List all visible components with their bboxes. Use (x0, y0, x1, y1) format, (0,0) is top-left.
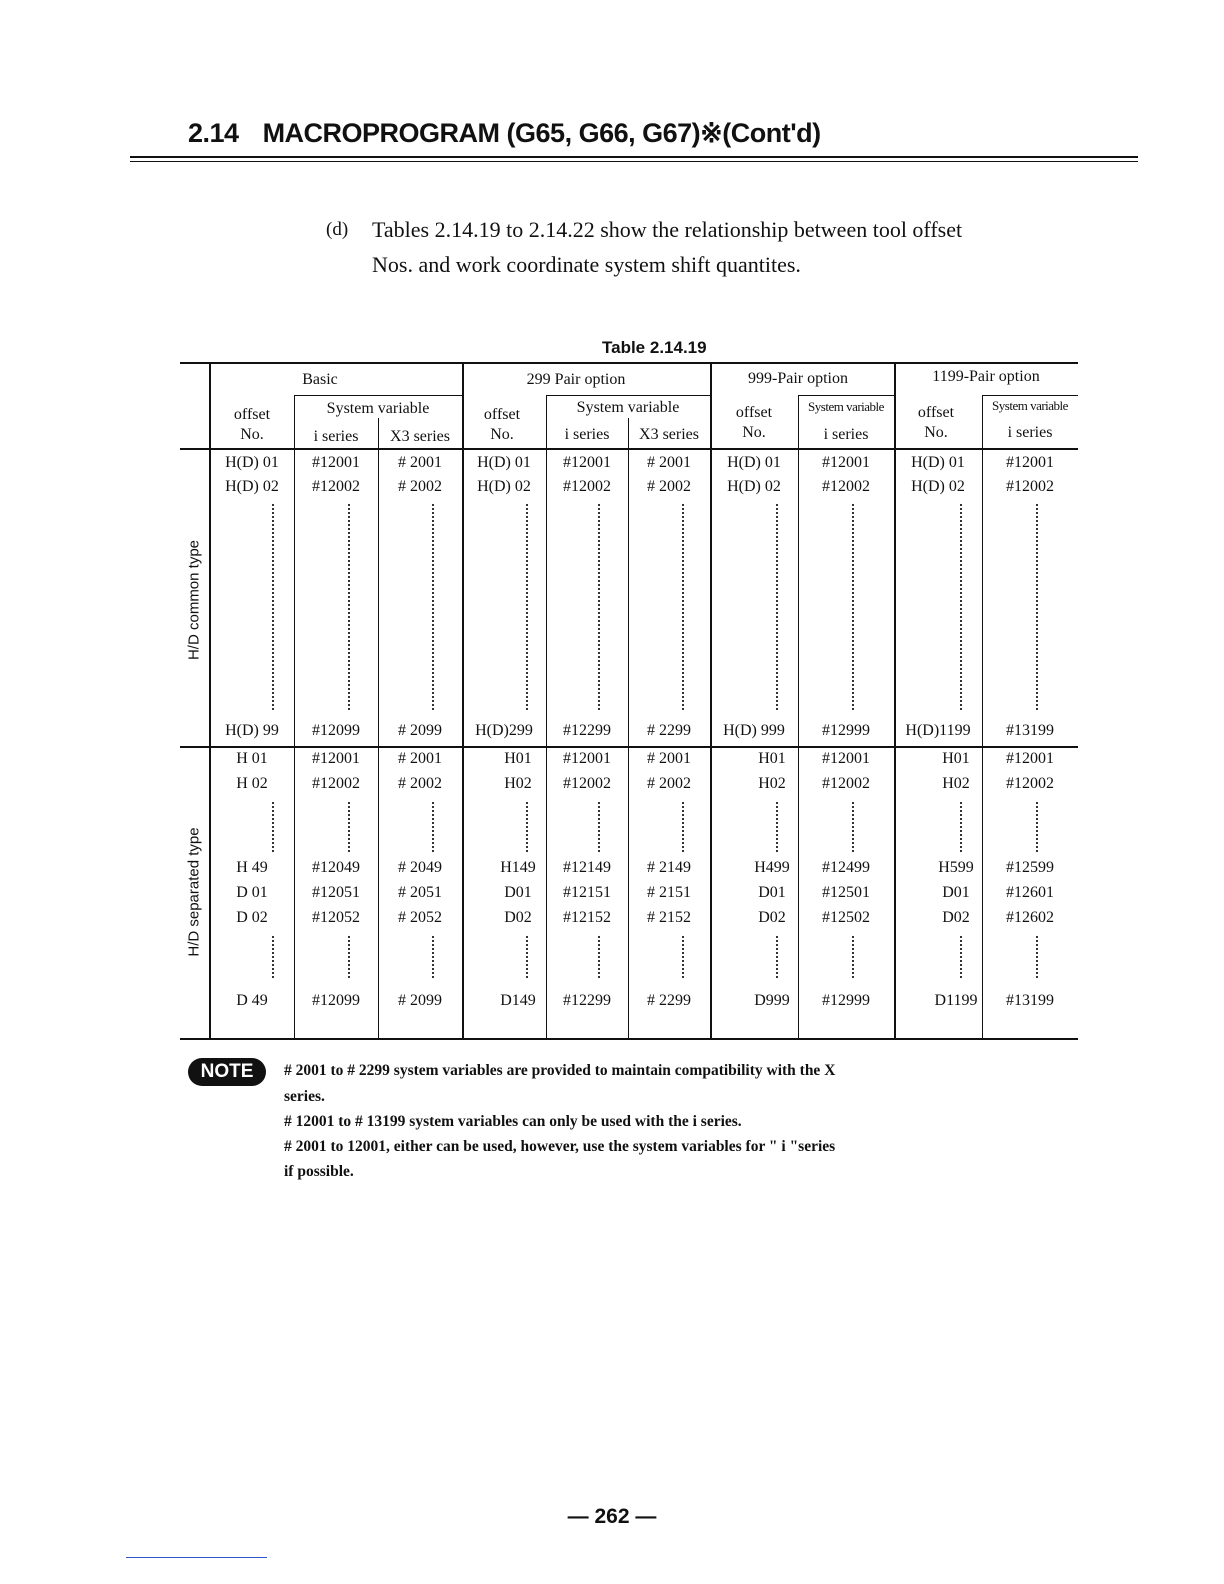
continuation-dots (598, 504, 600, 710)
table-cell: #13199 (1006, 992, 1054, 1009)
continuation-dots (852, 936, 854, 978)
rule (546, 395, 547, 1040)
table-cell: #12299 (563, 722, 611, 739)
continuation-dots (1036, 504, 1038, 710)
rule (982, 395, 983, 1040)
continuation-dots (526, 504, 528, 710)
section-title: MACROPROGRAM (G65, G66, G67)※(Cont'd) (262, 118, 821, 148)
table-cell: #12002 (312, 478, 360, 495)
table-cell: # 2152 (647, 909, 691, 926)
side-label-separated: H/D separated type (185, 827, 203, 957)
table-cell: # 2001 (647, 454, 691, 471)
table-cell: #12002 (1006, 775, 1054, 792)
rule (628, 418, 629, 1040)
table-cell: #12001 (312, 750, 360, 767)
table-cell: H 49 (236, 859, 268, 876)
table-cell: #12002 (822, 478, 870, 495)
table-cell: H499 (754, 859, 790, 876)
offset-no-header: No. (240, 426, 264, 443)
table-cell: #12002 (1006, 478, 1054, 495)
table-cell: H(D) 01 (727, 454, 781, 471)
table-cell: # 2149 (647, 859, 691, 876)
table-cell: #12052 (312, 909, 360, 926)
rule (294, 395, 462, 396)
table-cell: D02 (758, 909, 786, 926)
table-cell: # 2052 (398, 909, 442, 926)
note-line-2: series. (284, 1088, 325, 1105)
item-label: (d) (326, 219, 349, 240)
offset-no-header: No. (490, 426, 514, 443)
section-heading (188, 118, 821, 149)
continuation-dots (348, 802, 350, 852)
table-cell: H(D)299 (475, 722, 533, 739)
continuation-dots (526, 936, 528, 978)
table-cell: H(D) 02 (477, 478, 531, 495)
continuation-dots (682, 802, 684, 852)
table-cell: #12001 (822, 454, 870, 471)
table-cell: H(D) 02 (911, 478, 965, 495)
table-cell: D02 (504, 909, 532, 926)
rule (546, 395, 710, 396)
table-cell: #12001 (563, 454, 611, 471)
continuation-dots (432, 504, 434, 710)
i-series-header: i series (1007, 424, 1053, 441)
group-basic: Basic (302, 371, 338, 388)
rule (209, 362, 211, 1040)
table-caption: Table 2.14.19 (602, 338, 707, 357)
offset-no-header: No. (924, 424, 948, 441)
intro-line-1: Tables 2.14.19 to 2.14.22 show the relationship between tool offset (372, 217, 963, 242)
table-cell: #12099 (312, 992, 360, 1009)
table-cell: H(D) 999 (723, 722, 785, 739)
continuation-dots (272, 504, 274, 710)
continuation-dots (432, 936, 434, 978)
table-cell: #12049 (312, 859, 360, 876)
continuation-dots (598, 936, 600, 978)
system-variable-header: System variable (808, 399, 884, 414)
continuation-dots (682, 504, 684, 710)
system-variable-header: System variable (576, 399, 680, 416)
note-line-5: if possible. (284, 1163, 354, 1180)
continuation-dots (776, 504, 778, 710)
table-cell: #12499 (822, 859, 870, 876)
continuation-dots (348, 504, 350, 710)
table-cell: D01 (758, 884, 786, 901)
continuation-dots (852, 802, 854, 852)
table-cell: #12601 (1006, 884, 1054, 901)
table-cell: # 2299 (647, 722, 691, 739)
table-cell: #12099 (312, 722, 360, 739)
footer-rule (126, 1557, 267, 1558)
heading-rule (130, 156, 1138, 158)
rule (798, 395, 799, 1040)
table-cell: # 2001 (398, 454, 442, 471)
continuation-dots (682, 936, 684, 978)
offset-table (180, 362, 1078, 1040)
continuation-dots (960, 504, 962, 710)
section-number: 2.14 (188, 118, 239, 148)
group-1199: 1199-Pair option (932, 368, 1040, 385)
table-cell: #12001 (1006, 750, 1054, 767)
table-cell: # 2049 (398, 859, 442, 876)
table-cell: H 02 (236, 775, 268, 792)
intro-line-2: Nos. and work coordinate system shift quantites. (372, 252, 801, 277)
table-cell: #12999 (822, 992, 870, 1009)
rule (294, 395, 295, 1040)
table-cell: # 2099 (398, 722, 442, 739)
system-variable-header: System variable (992, 398, 1068, 413)
group-999: 999-Pair option (748, 370, 848, 387)
table-cell: D 49 (236, 992, 268, 1009)
table-cell: H(D) 02 (727, 478, 781, 495)
table-cell: # 2001 (398, 750, 442, 767)
offset-header: offset (917, 404, 955, 421)
x3-series-header: X3 series (639, 426, 699, 443)
table-cell: #12002 (312, 775, 360, 792)
table-cell: D02 (942, 909, 970, 926)
table-cell: H149 (500, 859, 536, 876)
table-cell: # 2002 (398, 478, 442, 495)
continuation-dots (526, 802, 528, 852)
table-top-rule (180, 362, 1078, 364)
note-line-1: # 2001 to # 2299 system variables are provided to maintain compatibility with the X (284, 1062, 836, 1079)
table-cell: D 01 (236, 884, 268, 901)
table-cell: # 2051 (398, 884, 442, 901)
rule (710, 362, 712, 1040)
table-cell: D01 (942, 884, 970, 901)
table-cell: D01 (504, 884, 532, 901)
note-line-3: # 12001 to # 13199 system variables can only be used with the i series. (284, 1113, 742, 1130)
table-cell: #12001 (822, 750, 870, 767)
rule (798, 395, 894, 396)
page-number: — 262 — (567, 1505, 657, 1528)
x3-series-header: X3 series (390, 428, 450, 445)
table-cell: D149 (500, 992, 536, 1009)
continuation-dots (1036, 802, 1038, 852)
table-cell: # 2002 (398, 775, 442, 792)
table-cell: H02 (504, 775, 532, 792)
continuation-dots (852, 504, 854, 710)
table-cell: #12599 (1006, 859, 1054, 876)
i-series-header: i series (313, 428, 359, 445)
table-cell: # 2001 (647, 750, 691, 767)
rule (894, 362, 896, 1040)
table-cell: #12001 (312, 454, 360, 471)
table-cell: D 02 (236, 909, 268, 926)
offset-header: offset (233, 406, 271, 423)
continuation-dots (432, 802, 434, 852)
continuation-dots (272, 802, 274, 852)
table-cell: #12151 (563, 884, 611, 901)
table-cell: #12001 (563, 750, 611, 767)
continuation-dots (960, 802, 962, 852)
table-cell: #12502 (822, 909, 870, 926)
table-cell: H 01 (236, 750, 268, 767)
note-line-4: # 2001 to 12001, either can be used, however, use the system variables for " i "series (284, 1138, 836, 1155)
table-cell: H(D) 01 (225, 454, 279, 471)
offset-no-header: No. (742, 424, 766, 441)
table-bottom-rule (180, 1038, 1078, 1040)
table-cell: H(D) 01 (911, 454, 965, 471)
table-cell: #12999 (822, 722, 870, 739)
table-cell: #12149 (563, 859, 611, 876)
offset-header: offset (735, 404, 773, 421)
table-cell: H(D) 01 (477, 454, 531, 471)
table-cell: H01 (504, 750, 532, 767)
note-badge: NOTE (188, 1058, 266, 1086)
table-cell: # 2151 (647, 884, 691, 901)
side-label-common: H/D common type (185, 539, 203, 661)
i-series-header: i series (564, 426, 610, 443)
system-variable-header: System variable (326, 400, 430, 417)
rule (462, 362, 464, 1040)
offset-header: offset (483, 406, 521, 423)
table-cell: # 2099 (398, 992, 442, 1009)
header-bottom-rule (180, 448, 1078, 450)
continuation-dots (776, 802, 778, 852)
continuation-dots (776, 936, 778, 978)
table-cell: D999 (754, 992, 790, 1009)
table-cell: # 2002 (647, 478, 691, 495)
table-cell: # 2002 (647, 775, 691, 792)
table-cell: H02 (758, 775, 786, 792)
table-cell: #12602 (1006, 909, 1054, 926)
table-cell: #12001 (1006, 454, 1054, 471)
group-299: 299 Pair option (526, 371, 626, 388)
table-cell: #12051 (312, 884, 360, 901)
table-cell: # 2299 (647, 992, 691, 1009)
continuation-dots (960, 936, 962, 978)
table-cell: H02 (942, 775, 970, 792)
group-divider-rule (180, 746, 1078, 748)
continuation-dots (1036, 936, 1038, 978)
table-cell: #12002 (822, 775, 870, 792)
table-cell: #13199 (1006, 722, 1054, 739)
table-cell: D1199 (934, 992, 978, 1009)
continuation-dots (272, 936, 274, 978)
table-cell: #12501 (822, 884, 870, 901)
continuation-dots (348, 936, 350, 978)
table-cell: H01 (942, 750, 970, 767)
rule (378, 418, 379, 1040)
table-cell: H599 (938, 859, 974, 876)
continuation-dots (598, 802, 600, 852)
rule (982, 395, 1078, 396)
table-cell: H(D) 99 (225, 722, 279, 739)
table-cell: #12002 (563, 478, 611, 495)
table-cell: H01 (758, 750, 786, 767)
table-cell: H(D)1199 (905, 722, 971, 739)
i-series-header: i series (823, 426, 869, 443)
table-cell: #12299 (563, 992, 611, 1009)
heading-rule-thin (130, 161, 1138, 162)
table-cell: #12152 (563, 909, 611, 926)
table-cell: H(D) 02 (225, 478, 279, 495)
table-cell: #12002 (563, 775, 611, 792)
